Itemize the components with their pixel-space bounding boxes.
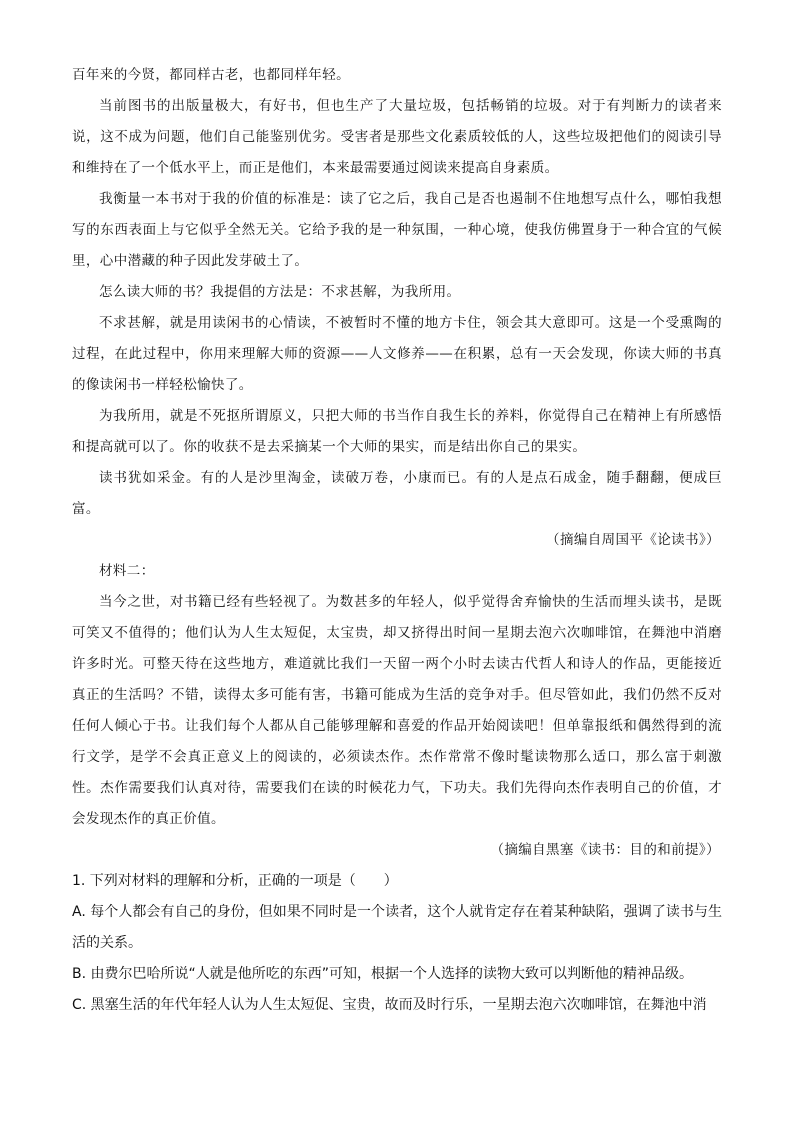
option-c: C. 黑塞生活的年代年轻人认为人生太短促、宝贵，故而及时行乐，一星期去泡六次咖啡馆，在舞池中消 xyxy=(72,997,707,1013)
material1-paragraph-3: 怎么读大师的书？我提倡的方法是：不求甚解，为我所用。 xyxy=(99,284,461,300)
material1-paragraph-2: 我衡量一本书对于我的价值的标准是：读了它之后，我自己是否也遏制不住地想写点什么，哪怕我想写的东西表面上与它似乎全然无关。它给予我的是一种氛围，一种心境，使我仿佛置身于一种合宜的气候里，心中潜藏的种子因此发芽破土了。 xyxy=(72,191,722,269)
option-a: A. 每个人都会有自己的身份，但如果不同时是一个读者，这个人就肯定存在着某种缺陷，强调了读书与生活的关系。 xyxy=(72,904,722,951)
material2-source: （摘编自黑塞《读书：目的和前提》） xyxy=(490,842,720,858)
material2-paragraph: 当今之世，对书籍已经有些轻视了。为数甚多的年轻人，似乎觉得舍弃愉快的生活而埋头读书，是既可笑又不值得的；他们认为人生太短促，太宝贵，却又挤得出时间一星期去泡六次咖啡馆，在舞池中消磨许多时光。可整天待在这些地方，难道就比我们一天留一两个小时去读古代哲人和诗人的作品，更能接近真正的生活吗？不错，读得太多可能有害，书籍可能成为生活的竞争对手。但尽管如此，我们仍然不反对任何人倾心于书。让我们每个人都从自己能够理解和喜爱的作品开始阅读吧！但单靠报纸和偶然得到的流行文学，是学不会真正意义上的阅读的，必须读杰作。杰作常常不像时髦读物那么适口，那么富于刺激性。杰作需要我们认真对待，需要我们在读的时候花力气，下功夫。我们先得向杰作表明自己的价值，才会发现杰作的真正价值。 xyxy=(72,594,722,827)
option-b: B. 由费尔巴哈所说“人就是他所吃的东西”可知，根据一个人选择的读物大致可以判断他的精神品级。 xyxy=(72,966,694,982)
material1-paragraph-6: 读书犹如采金。有的人是沙里淘金，读破万卷，小康而已。有的人是点石成金，随手翻翻，便成巨富。 xyxy=(72,470,722,517)
material1-paragraph-4: 不求甚解，就是用读闲书的心情读，不被暂时不懂的地方卡住，领会其大意即可。这是一个受熏陶的过程，在此过程中，你用来理解大师的资源——人文修养——在积累，总有一天会发现，你读大师的书真的像读闲书一样轻松愉快了。 xyxy=(72,315,722,393)
material1-paragraph-1: 当前图书的出版量极大，有好书，但也生产了大量垃圾，包括畅销的垃圾。对于有判断力的读者来说，这不成为问题，他们自己能鉴别优劣。受害者是那些文化素质较低的人，这些垃圾把他们的阅读引导和维持在了一个低水平上，而正是他们，本来最需要通过阅读来提高自身素质。 xyxy=(72,98,722,176)
question-stem: 1. 下列对材料的理解和分析，正确的一项是（ ） xyxy=(72,873,398,889)
material1-paragraph-5: 为我所用，就是不死抠所谓原义，只把大师的书当作自我生长的养料，你觉得自己在精神上有所感悟和提高就可以了。你的收获不是去采摘某一个大师的果实，而是结出你自己的果实。 xyxy=(72,408,722,455)
document-page xyxy=(72,60,722,1021)
material1-source: （摘编自周国平《论读书》） xyxy=(546,532,720,548)
material1-paragraph-0: 百年来的今贤，都同样古老，也都同样年轻。 xyxy=(72,67,350,83)
material2-label: 材料二： xyxy=(99,563,155,579)
